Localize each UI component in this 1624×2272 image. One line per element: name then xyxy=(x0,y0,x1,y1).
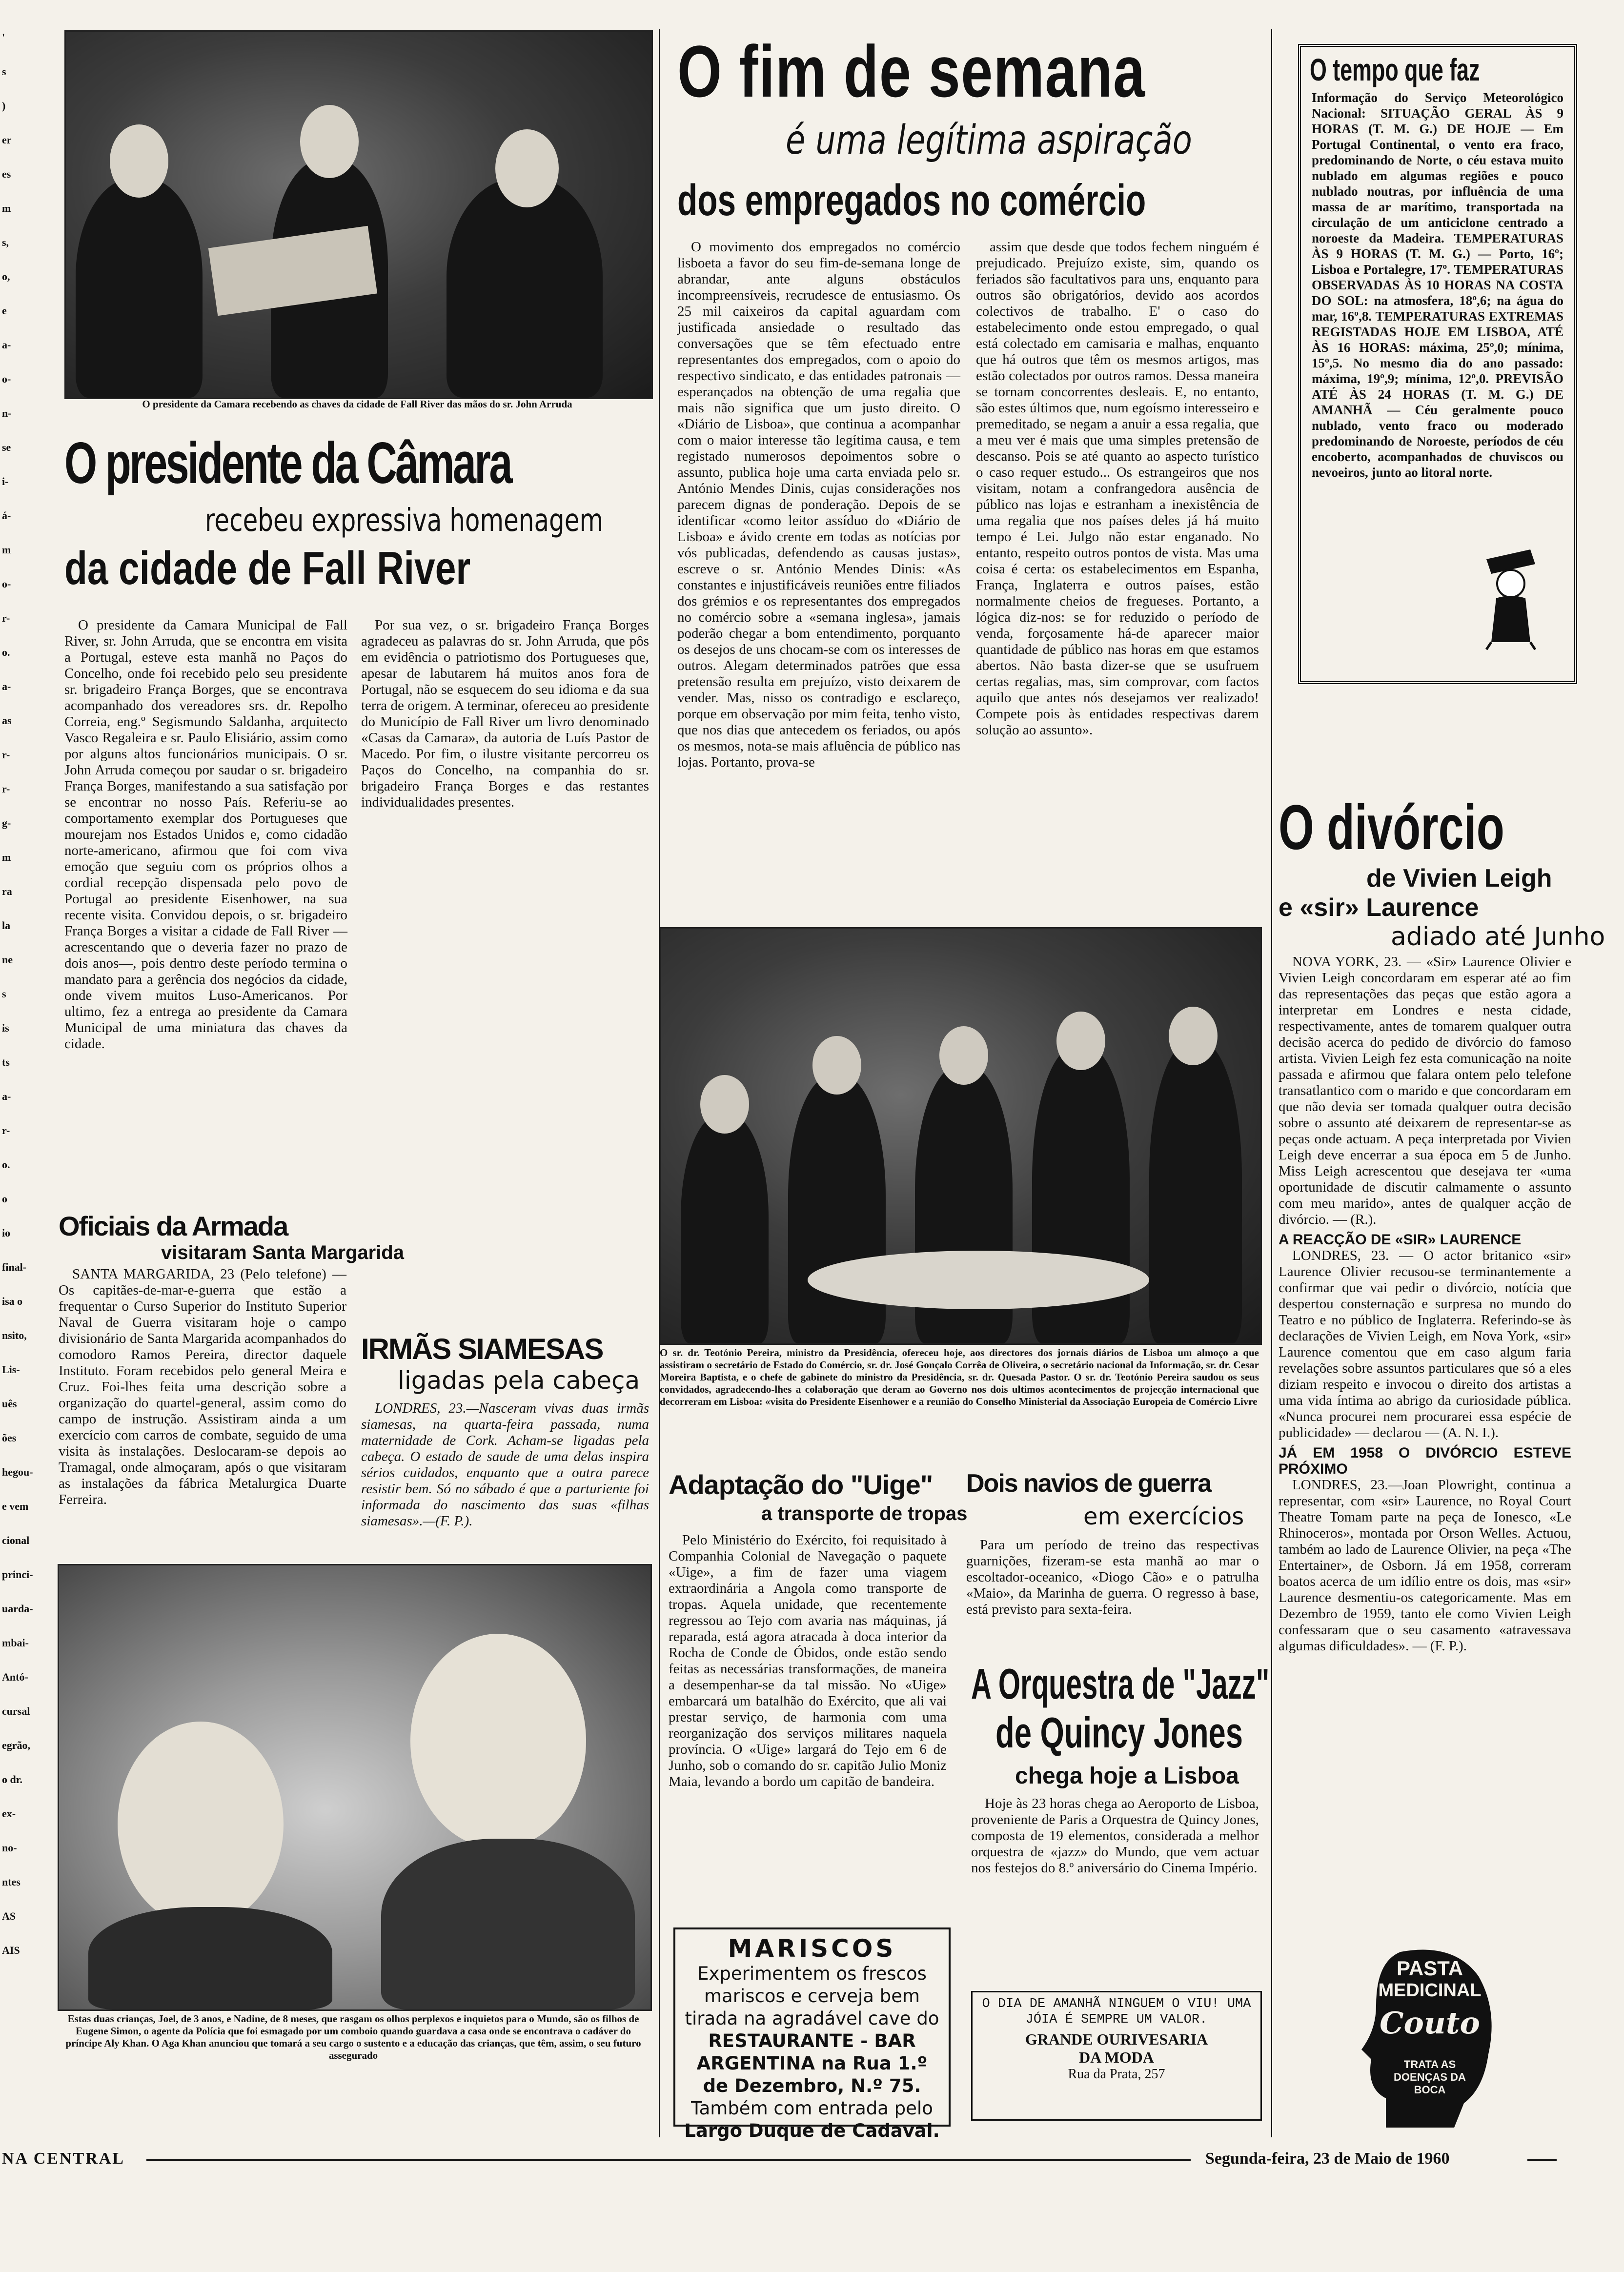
left-strip-line: final- xyxy=(2,1261,27,1273)
left-strip-line: ts xyxy=(2,1056,10,1068)
mariscos-line-1: Experimentem os frescos mariscos e cerveja bem tirada na agradável cave do xyxy=(685,1963,939,2029)
pasta-tag-3: BOCA xyxy=(1414,2084,1446,2096)
fall-river-subhead-1: recebeu expressiva homenagem xyxy=(205,503,604,539)
fim-semana-col-2 xyxy=(976,239,1259,738)
quincy-headline-1: A Orquestra de "Jazz" xyxy=(971,1660,1270,1708)
left-strip-line: princi- xyxy=(2,1568,33,1581)
mariscos-name: RESTAURANTE - BAR ARGENTINA na Rua 1.º de Dezembro, N.º 75. xyxy=(696,2030,928,2096)
footer-date: Segunda-feira, 23 de Maio de 1960 xyxy=(1205,2150,1450,2168)
mariscos-place: Largo Duque de Cadaval. xyxy=(684,2120,940,2141)
left-strip-line: o. xyxy=(2,1158,10,1171)
left-strip-line: egrão, xyxy=(2,1739,31,1751)
navios-subhead: em exercícios xyxy=(1083,1503,1244,1530)
fim-semana-subhead-1: é uma legítima aspiração xyxy=(786,117,1192,163)
divorcio-subhead-1: de Vivien Leigh xyxy=(1366,864,1552,893)
left-strip-line: se xyxy=(2,441,11,453)
fim-semana-text-1: O movimento dos empregados no comércio lisboeta a favor do seu fim-de-semana longe de abrandar, ante alguns obstáculos incompreensíveis, recrudesce de entusiasmo. Os 25 mil caixeiros da capital aguardam com justificada ansiedade o resultado das conversações que se têm efectuado entre representantes dos empregados, com o apoio do respectivo sindicato, e das entidades patronais — esperançados na obtenção de uma regalia que mais não significa que um justo direito. O «Diário de Lisboa», que continua a acompanhar com o maior interesse tão legítima causa, e tem registado numerosos depoimentos sobre o assunto, publica hoje uma carta enviada pelo sr. António Mendes Dinis, cujas considerações nos parecem dignas de ponderação. Depois de se identificar «como leitor assíduo do «Diário de Lisboa» e ávido crente em todas as notícias por vós publicadas, defendendo as causas justas», escreve o sr. António Mendes Dinis: «As constantes e injustificáveis reuniões entre filiados dos grémios e os representantes dos empregados no comércio sobre a «semana inglesa», jamais poderão chegar a bom entendimento, porquanto os desejos de uns chocam-se com os interesses de outros. Alegam determinados patrões que essa pretensão resulta em prejuízo, visto deixarem de vender. Mas, nisso os contradigo e esclareço, porque em observação por mim feita, tenho visto, que nos dias que antecedem os feriados, ou após os mesmos, nota-se mais afluência de público nas lojas. Portanto, prova-se xyxy=(677,239,960,770)
footer-rule xyxy=(146,2159,1191,2161)
fall-river-subhead-2: da cidade de Fall River xyxy=(64,542,471,594)
mariscos-ad xyxy=(673,1927,951,2141)
left-strip-line: r- xyxy=(2,783,10,795)
left-strip xyxy=(2,29,33,1976)
left-strip-line: o. xyxy=(2,646,10,658)
quincy-body xyxy=(971,1796,1259,1876)
fall-river-col-1 xyxy=(64,617,347,1052)
left-strip-line: m xyxy=(2,544,11,556)
pasta-brand: Couto xyxy=(1380,2005,1480,2041)
fall-river-headline: O presidente da Câmara xyxy=(64,430,511,496)
left-strip-line: e xyxy=(2,304,7,317)
left-strip-line: a- xyxy=(2,680,11,692)
children-caption: Estas duas crianças, Joel, de 3 anos, e Nadine, de 8 meses, que rasgam os olhos perplexos e inquietos para o Mundo, são os filhos de Eugene Simon, o agente da Polícia que foi esmagado por um comboio quando guardava a casa onde se encontrava o cadáver do príncipe Aly Khan. O Aga Khan anunciou que tomará a seu cargo o sustento e a educação das crianças, que têm, assim, o seu futuro assegurado xyxy=(65,2013,641,2061)
reaccao-title: A REACÇÃO DE «SIR» LAURENCE xyxy=(1279,1232,1522,1248)
fim-semana-col-1 xyxy=(677,239,960,771)
fall-river-photo xyxy=(64,30,653,399)
weather-title: O tempo que faz xyxy=(1310,52,1480,87)
left-strip-line: o- xyxy=(2,373,11,385)
left-strip-line: uês xyxy=(2,1398,17,1410)
quincy-subhead: chega hoje a Lisboa xyxy=(1015,1763,1239,1789)
left-strip-line: a- xyxy=(2,339,11,351)
fall-river-text-1: O presidente da Camara Municipal de Fall River, sr. John Arruda, que se encontra em visita a Portugal, esteve esta manhã no Paços do Concelho, onde foi recebido pelo seu presidente sr. brigadeiro França Borges, que se encontrava acompanhado dos vereadores srs. dr. Repolho Correia, eng.º Segismundo Saldanha, arquitecto Vasco Regaleira e sr. Paulo Elisiário, assim como por alguns altos funcionários municipais. O sr. John Arruda começou por saudar o sr. brigadeiro França Borges, manifestando a sua satisfação por se encontrar no nosso País. Referiu-se ao comportamento exemplar dos Portugueses que mourejam nos Estados Unidos e, como cidadão norte-americano, afirmou que foi com viva emoção que seguiu com os próprios olhos a cordial recepção dispensada pelo povo de Portugal ao presidente Eisenhower, na sua recente visita. Convidou depois, o sr. brigadeiro França Borges a visitar a cidade de Fall River — acrescentando que o deveria fazer no prazo de dois anos—, pois dentro deste período termina o mandato para a gerência dos negócios da cidade, onde vivem muitos Luso-Americanos. Por ultimo, fez a entrega ao presidente da Camara Municipal de uma miniatura das chaves da cidade. xyxy=(64,617,347,1052)
left-strip-line: g- xyxy=(2,817,11,829)
pasta-line-1: PASTA xyxy=(1396,1957,1463,1980)
left-strip-line: m xyxy=(2,202,11,214)
left-strip-line: n- xyxy=(2,407,12,419)
left-strip-line: er xyxy=(2,134,12,146)
ja-text: LONDRES, 23.—Joan Plowright, continua a representar, com «sir» Laurence, no Royal Court Theatre Tomam parte na peça de Ionesco, «Le Rhinoceros», montada por Orson Welles. Actuou, também ao lado de Laurence Olivier, na peça «The Entertainer», de Osborn. Já em 1958, correram boatos acerca de um idílio entre os dois, mas «sir» Laurence desmentiu-os categoricamente. Mas em Dezembro de 1959, tanto ele como Vivien Leigh confessaram que o seu casamento «atravessava algumas dificuldades». — (F. P.). xyxy=(1279,1477,1571,1654)
divorcio-text: NOVA YORK, 23. — «Sir» Laurence Olivier e Vivien Leigh concordaram em esperar até ao fim das representações das peças que estão agora a interpretar em Londres e nesta cidade, respectivamente, antes de tomarem qualquer outra decisão acerca do pedido de divórcio do famoso artista. Vivien Leigh fez esta comunicação na noite passada e afirmou que falara ontem pelo telefone transatlantico com o marido e que concordaram em que não devia ser tomada qualquer outra decisão sobre o assunto até deixarem de representar-se as peças onde actuam. A peça interpretada por Vivien Leigh deve encerrar a sua época em 5 de Junho. Miss Leigh acrescentou que desejava ter «uma oportunidade de discutir calmamente o assunto com meu marido», antes de qualquer acção de divórcio. — (R.). xyxy=(1279,954,1571,1227)
left-strip-line: hegou- xyxy=(2,1466,33,1478)
left-strip-line: ões xyxy=(2,1432,17,1444)
pasta-tag-1: TRATA AS xyxy=(1403,2058,1456,2070)
left-strip-line: nsito, xyxy=(2,1329,27,1341)
left-strip-line: m xyxy=(2,851,11,863)
presidencia-caption: O sr. dr. Teotónio Pereira, ministro da Presidência, ofereceu hoje, aos directores dos jornais diários de Lisboa um almoço a que assistiram o secretário de Estado do Comércio, sr. dr. José Gonçalo Corrêa de Oliveira, o secretário nacional da Informação, sr. dr. Cesar Moreira Baptista, e o chefe de gabinete do ministro da Presidência, sr. dr. Quesada Pastor. O sr. dr. Teotónio Pereira saudou os seus convidados, agradecendo-lhes a colaboração que deram ao Governo nos dois ultimos acontecimentos de projecção internacional que decorreram em Lisboa: «visita do Presidente Eisenhower e a reunião do Conselho Ministerial da Associação Europeia de Comércio Livre xyxy=(660,1347,1259,1407)
fall-river-photo-caption: O presidente da Camara recebendo as chaves da cidade de Fall River das mãos do sr. John Arruda xyxy=(142,398,572,410)
left-strip-line: ' xyxy=(2,31,5,43)
fall-river-text-2: Por sua vez, o sr. brigadeiro França Borges agradeceu as palavras do sr. John Arruda, que pôs em evidência o patriotismo dos Portugueses que, apesar de labutarem há muitos anos fora de Portugal, não se esquecem do seu idioma e da sua terra de origem. A terminar, ofereceu ao presidente do Município de Fall River um livro denominado «Casas da Camara», da autoria de Luís Pastor de Macedo. Por fim, o ilustre visitante percorreu os Paços do Concelho, na companhia do sr. brigadeiro França Borges e das restantes individualidades presentes. xyxy=(361,617,649,810)
left-strip-line: AIS xyxy=(2,1944,20,1956)
left-strip-line: ne xyxy=(2,953,13,966)
left-strip-line: cional xyxy=(2,1534,30,1546)
weather-text: Informação do Serviço Meteorológico Nacional: SITUAÇÃO GERAL ÀS 9 HORAS (T. M. G.) DE HOJE — Em Portugal Continental, o vento era fraco, predominando de Norte, o céu estava muito nublado em algumas regiões e pouco nublado noutras, por influência de uma massa de ar marítimo, transportada na circulação de um anticiclone centrado a noroeste da Madeira. TEMPERATURAS ÀS 9 HORAS (T. M. G.) — Porto, 16º; Lisboa e Portalegre, 17º. TEMPERATURAS OBSERVADAS ÀS 10 HORAS NA COSTA DO SOL: na atmosfera, 18º,6; na água do mar, 16º,8. TEMPERATURAS EXTREMAS REGISTADAS HOJE EM LISBOA, ATÉ ÀS 16 HORAS: máxima, 25º,0; mínima, 15º,5. No mesmo dia do ano passado: máxima, 19º,9; mínima, 12º,0. PREVISÃO ATÉ ÀS 24 HORAS (T. M. G.) DE AMANHÃ — Céu geralmente pouco nublado, vento fraco ou moderado predominando de Noroeste, períodos de céu encoberto, acompanhados de chuviscos ou nevoeiros, junto ao litoral norte. xyxy=(1312,90,1563,480)
ourivesaria-name-1: GRANDE OURIVESARIA xyxy=(1025,2030,1208,2048)
siamesas-headline: IRMÃS SIAMESAS xyxy=(361,1333,603,1365)
left-strip-line: uarda- xyxy=(2,1603,33,1615)
mariscos-title: MARISCOS xyxy=(728,1934,896,1963)
navios-headline: Dois navios de guerra xyxy=(966,1469,1211,1498)
fim-semana-headline: O fim de semana xyxy=(677,30,1146,112)
left-strip-line: ) xyxy=(2,100,6,112)
left-strip-line: i- xyxy=(2,475,9,487)
weather-mascot-icon xyxy=(1477,545,1545,652)
left-strip-line: s xyxy=(2,988,6,1000)
left-strip-line: la xyxy=(2,919,11,932)
armada-subhead: visitaram Santa Margarida xyxy=(161,1242,404,1263)
divorcio-subhead-3: adiado até Junho xyxy=(1391,922,1605,952)
children-photo xyxy=(58,1564,652,2011)
uige-subhead: a transporte de tropas xyxy=(761,1503,968,1524)
ourivesaria-line-1: O DIA DE AMANHÃ NINGUEM O VIU! xyxy=(982,1997,1219,2011)
uige-body xyxy=(669,1532,947,1790)
pasta-line-2: MEDICINAL xyxy=(1378,1980,1482,2001)
fall-river-col-2 xyxy=(361,617,649,811)
left-strip-line: o dr. xyxy=(2,1773,22,1785)
left-strip-line: o xyxy=(2,1193,7,1205)
left-strip-line: e vem xyxy=(2,1500,29,1512)
left-strip-line: a- xyxy=(2,1090,11,1102)
left-strip-line: no- xyxy=(2,1842,17,1854)
reaccao-text: LONDRES, 23. — O actor britanico «sir» Laurence Olivier recusou-se terminantemente a confirmar que vai pedir o divórcio, notícia que despertou consternação e surpresa no mundo do Teatro e no público de Inglaterra. Referindo-se às declarações de Vivien Leigh, em Nova York, «sir» Laurence comentou que em caso algum faria revelações sobre assuntos particulares que só a eles diziam respeito e invocou o direito dos artistas a uma vida íntima ao abrigo da curiosidade pública. «Nunca procurei nem procurarei essa espécie de publicidade» — declarou — (A. N. I.). xyxy=(1279,1248,1571,1440)
left-strip-line: s, xyxy=(2,236,9,248)
pasta-tag-2: DOENÇAS DA xyxy=(1394,2071,1466,2083)
left-strip-line: o- xyxy=(2,578,11,590)
divorcio-subhead-2: e «sir» Laurence xyxy=(1279,893,1479,922)
uige-headline: Adaptação do "Uige" xyxy=(669,1469,933,1500)
left-strip-line: ex- xyxy=(2,1807,16,1820)
left-strip-line: is xyxy=(2,1022,9,1034)
ja-title: JÁ EM 1958 O DIVÓRCIO ESTEVE PRÓXIMO xyxy=(1279,1445,1571,1477)
footer-rule-end xyxy=(1527,2159,1557,2161)
left-strip-line: á- xyxy=(2,509,11,522)
mariscos-line-2: Também com entrada pelo xyxy=(691,2098,933,2119)
left-strip-line: Lis- xyxy=(2,1363,20,1376)
column-rule-1 xyxy=(659,29,660,2137)
weather-mascot xyxy=(1477,545,1545,652)
uige-text: Pelo Ministério do Exército, foi requisitado à Companhia Colonial de Navegação o paquete «Uige», a fim de fazer uma viagem extraordinária a Angola como transporte de tropas. Aquela unidade, que recentemente regressou ao Tejo com avaria nas máquinas, já reparada, está agora atracada à doca interior da Rocha de Conde de Óbidos, onde estão sendo feitas as necessárias transformações, de maneira a desempenhar-se da tal missão. No «Uige» embarcará um batalhão do Exército, que ali vai prestar serviço, de harmonia com uma reorganização dos serviços militares naquela província. O «Uige» largará do Tejo em 6 de Junho, sob o comando do sr. capitão Julio Moniz Maia, levando a bordo um capitão de bandeira. xyxy=(669,1532,947,1789)
left-strip-line: r- xyxy=(2,1124,10,1136)
left-strip-line: r- xyxy=(2,749,10,761)
left-strip-line: mbai- xyxy=(2,1637,29,1649)
left-strip-line: io xyxy=(2,1227,11,1239)
left-strip-line: r- xyxy=(2,612,10,624)
footer-left: NA CENTRAL xyxy=(2,2150,125,2168)
weather-box xyxy=(1298,44,1577,684)
left-strip-line: cursal xyxy=(2,1705,30,1717)
divorcio-headline: O divórcio xyxy=(1279,791,1504,863)
quincy-headline-2: de Quincy Jones xyxy=(995,1708,1243,1757)
siamesas-body xyxy=(361,1400,649,1529)
left-strip-line: s xyxy=(2,65,6,78)
left-strip-line: as xyxy=(2,714,12,727)
left-strip-line: isa o xyxy=(2,1295,23,1307)
left-strip-line: AS xyxy=(2,1910,16,1922)
siamesas-text: LONDRES, 23.—Nasceram vivas duas irmãs siamesas, na quarta-feira passada, numa maternidade de Cork. Acham-se ligadas pela cabeça. O estado de saude de uma delas inspira sérios cuidados, enquanto que a outra parece resistir bem. Só no sábado é que a parturiente foi informada do nascimento das suas «filhas siamesas».—(F. P.). xyxy=(361,1400,649,1529)
armada-text: SANTA MARGARIDA, 23 (Pelo telefone) — Os capitães-de-mar-e-guerra que estão a frequentar o Curso Superior do Instituto Superior Naval de Guerra visitaram hoje o campo divisionário de Santa Margarida acompanhados do comodoro Ramos Pereira, director daquele Instituto. Foram recebidos pelo general Meira e Cruz. Foi-lhes feita uma descrição sobre a organização do quartel-general, assim como do campo de instrução. Assistiram ainda a um exercício com carros de combate, seguido de uma visita às instalações. Deslocaram-se depois ao Tramagal, onde almoçaram, após o que visitaram as instalações da fábrica Metalurgica Duarte Ferreira. xyxy=(59,1266,346,1507)
left-strip-line: o, xyxy=(2,270,10,283)
navios-body xyxy=(966,1537,1259,1618)
quincy-text: Hoje às 23 horas chega ao Aeroporto de Lisboa, proveniente de Paris a Orquestra de Quincy Jones, composta de 19 elementos, considerada a melhor orquestra de «jazz» do Mundo, que vem actuar nos festejos do 8.º aniversário do Cinema Império. xyxy=(971,1796,1259,1876)
left-strip-line: ra xyxy=(2,885,12,897)
presidencia-photo xyxy=(660,927,1262,1345)
armada-headline: Oficiais da Armada xyxy=(59,1211,288,1241)
left-strip-line: es xyxy=(2,168,11,180)
siamesas-subhead: ligadas pela cabeça xyxy=(398,1366,640,1395)
ourivesaria-ad xyxy=(971,1991,1262,2121)
ourivesaria-name-2: DA MODA xyxy=(1079,2049,1154,2066)
fim-semana-text-2: assim que desde que todos fechem ninguém é prejudicado. Prejuízo existe, sim, quando os feriados são facultativos para uns, enquanto para outros são obrigatórios, devido aos acordos colectivos de trabalho. E' o caso do estabelecimento onde estou empregado, o qual está colectado em camisaria e malhas, enquanto que há outros que têm os mesmos artigos, mas estão colectados por outros ramos. Dessa maneira se tornam concorrentes desleais. E, no entanto, são estes últimos que, num egoísmo interesseiro e premeditado, se negam a anuir a essa regalia, que a meu ver é mais que uma simples pretensão de descanso. Pois se até quanto ao aspecto turístico o caso requer estudo... Os estrangeiros que nos visitam, notam a confrangedora ausência de público nas lojas e estranham a inexistência de uma regalia que nos países deles já há muito tempo é Lei. Julgo não estar enganado. No entanto, respeito outros pontos de vista. Mas uma coisa é certa: os estabelecimentos em Espanha, França, Inglaterra e outros países, estão normalmente cheios de fregueses. Portanto, a lógica diz-nos: se for reduzido o período de venda, forçosamente há-de aparecer maior quantidade de público nas horas em que estamos abertos. Não basta dizer-se que se usufruem certas regalias, mas, sim comprovar, com factos aquilo que antes nós desejamos ver realizado! Compete pois às entidades respectivas darem solução ao assunto». xyxy=(976,239,1259,738)
ourivesaria-line-2: UMA JÓIA É SEMPRE UM VALOR. xyxy=(1025,1997,1251,2027)
left-strip-line: ntes xyxy=(2,1876,20,1888)
fim-semana-subhead-2: dos empregados no comércio xyxy=(677,176,1146,225)
ourivesaria-address: Rua da Prata, 257 xyxy=(1068,2067,1165,2082)
column-rule-2 xyxy=(1271,29,1272,2137)
divorcio-body xyxy=(1279,954,1571,1654)
left-strip-line: Antó- xyxy=(2,1671,28,1683)
navios-text: Para um período de treino das respectivas guarnições, fizeram-se esta manhã ao mar o escoltador-oceanico, «Diogo Cão» e o patrulha «Maio», da Marinha de guerra. O regresso à base, está previsto para sexta-feira. xyxy=(966,1537,1259,1617)
pasta-ad xyxy=(1357,1942,1503,2128)
armada-body xyxy=(59,1266,346,1508)
